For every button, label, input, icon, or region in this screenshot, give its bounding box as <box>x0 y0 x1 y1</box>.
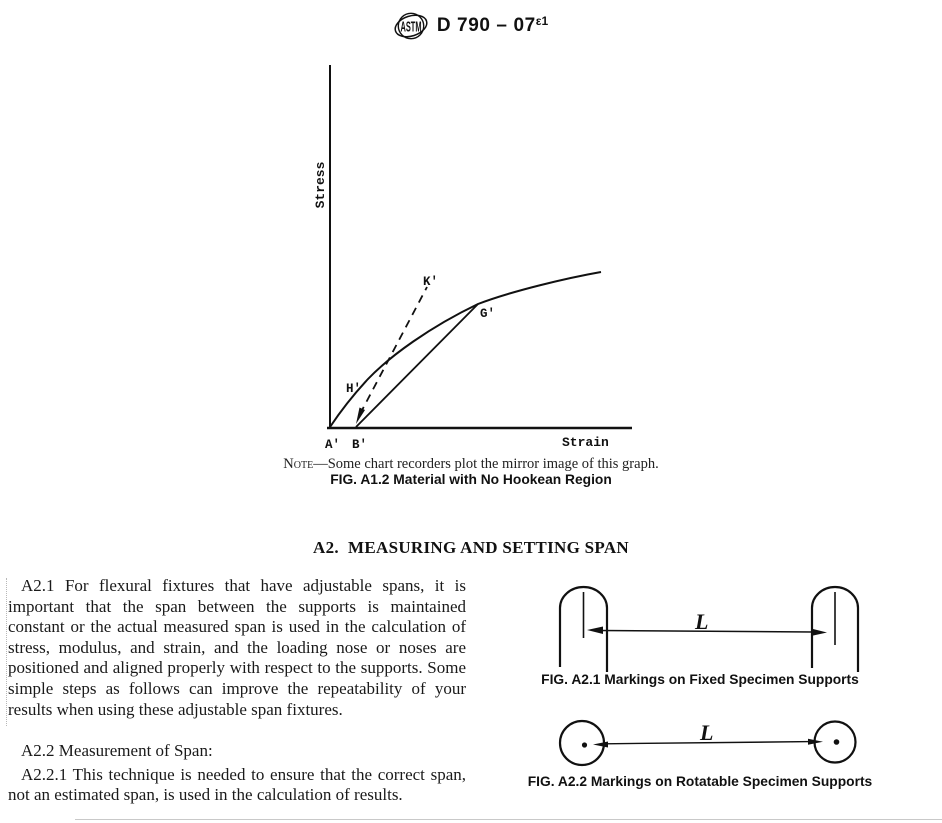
scan-margin-artifact <box>6 578 7 726</box>
note-label: Note <box>283 456 314 472</box>
fig-a21-fixed-supports-diagram <box>490 575 910 685</box>
arrow-right-head-icon <box>811 629 827 637</box>
fig-a12-stress-strain-graph <box>280 55 940 455</box>
standard-designation <box>437 15 548 37</box>
left-rotatable-support-circle <box>560 721 604 765</box>
paragraph-a2-2: A2.2 Measurement of Span: <box>21 741 213 761</box>
tangent-dashed-line <box>360 287 427 414</box>
left-center-dot <box>582 742 587 747</box>
astm-logo-icon <box>394 10 428 42</box>
x-axis-label: Strain <box>562 435 609 450</box>
paragraph-a2-1: A2.1 For flexural fixtures that have adjustable spans, it is important that the span between the supports is maintained constant or the actual measured span is used in the calculation of stress, modulus, and strain, and the loading nose or noses are positioned and aligned properly with respect to the supports. Some simple steps as follows can improve the repeatability of your results when using these adjustable span fixtures. <box>8 576 466 719</box>
secant-line <box>356 304 478 427</box>
body-text-column <box>8 576 466 806</box>
point-label-g-prime: G' <box>480 307 496 321</box>
stress-strain-curve <box>330 272 601 427</box>
standard-number: D 790 – 07 <box>436 15 536 36</box>
fig-a12-caption: FIG. A1.2 Material with No Hookean Region <box>330 472 612 487</box>
point-label-h-prime: H' <box>346 382 362 396</box>
point-label-b-prime: B' <box>352 438 368 452</box>
fig-a12-note <box>0 456 942 473</box>
span-length-label: L <box>695 609 709 634</box>
section-a2-heading: A2. MEASURING AND SETTING SPAN <box>313 538 629 557</box>
logo-text: ASTM <box>400 18 422 36</box>
span-length-label: L <box>700 720 714 745</box>
fig-a21-caption: FIG. A2.1 Markings on Fixed Specimen Supports <box>541 672 859 687</box>
note-text: —Some chart recorders plot the mirror image of this graph. <box>313 456 659 472</box>
arrow-left-head-icon <box>587 627 603 635</box>
page-bottom-rule <box>75 819 942 820</box>
standard-revision-superscript: ε1 <box>535 14 549 28</box>
point-label-k-prime: K' <box>423 275 439 289</box>
paragraph-a2-2-1: A2.2.1 This technique is needed to ensure that the correct span, not an estimated span, is used in the calculation of results. <box>8 764 466 805</box>
point-label-a-prime: A' <box>325 438 341 452</box>
y-axis-label: Stress <box>313 161 328 209</box>
right-center-dot <box>834 739 840 745</box>
fig-a22-caption: FIG. A2.2 Markings on Rotatable Specimen Supports <box>527 774 873 789</box>
arrow-left-head-icon <box>593 742 608 748</box>
page-header <box>0 10 942 42</box>
